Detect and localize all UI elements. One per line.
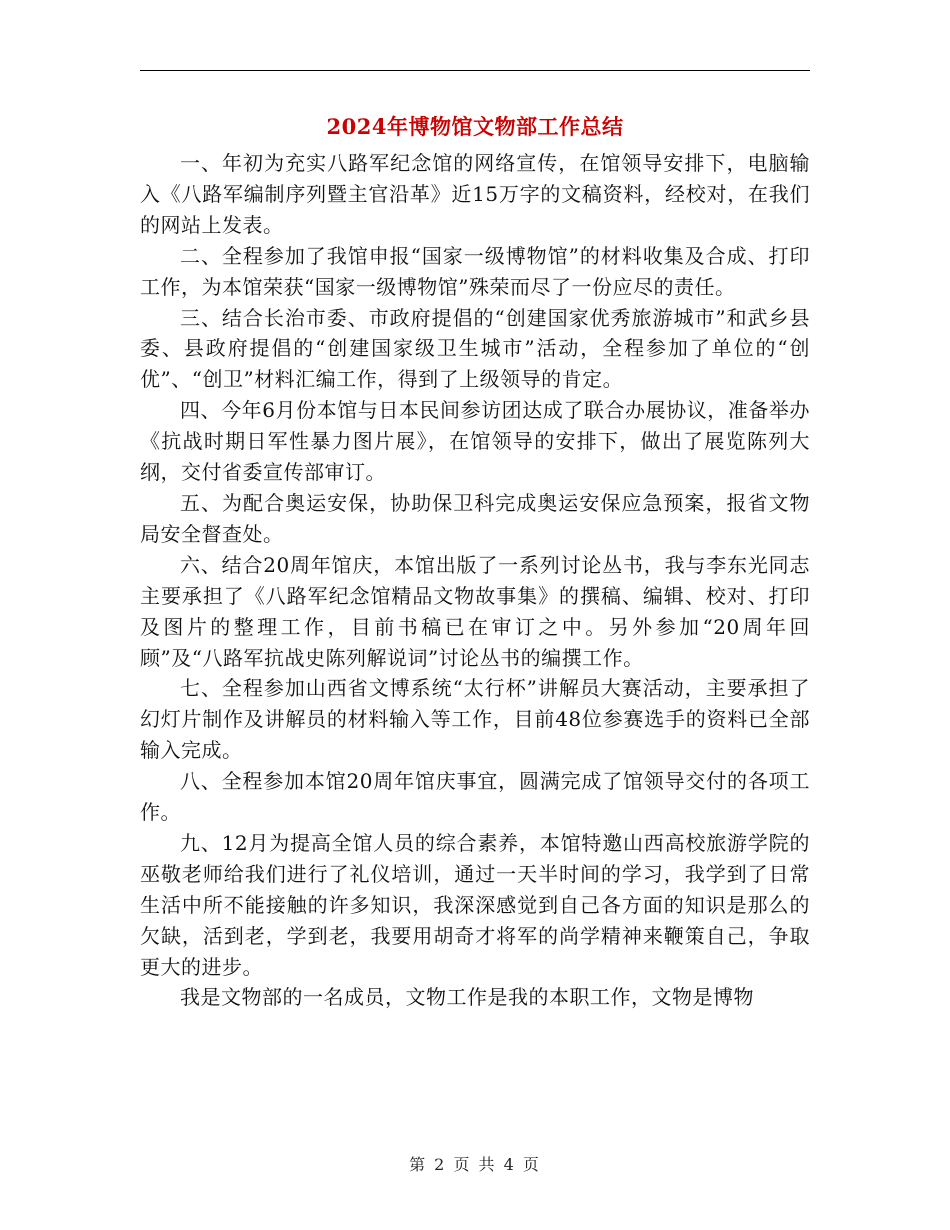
paragraph-9: 九、12月为提高全馆人员的综合素养，本馆特邀山西高校旅游学院的巫敬老师给我们进行了礼仪培训，通过一天半时间的学习，我学到了日常生活中所不能接触的许多知识，我深深感觉到自己各方面的知识是那么的欠缺，活到老，学到老，我要用胡奇才将军的尚学精神来鞭策自己，争取更大的进步。 — [140, 830, 810, 979]
paragraph-4: 四、今年6月份本馆与日本民间参访团达成了联合办展协议，准备举办《抗战时期日军性暴力图片展》，在馆领导的安排下，做出了展览陈列大纲，交付省委宣传部审订。 — [140, 398, 810, 485]
document-body — [140, 148, 810, 1013]
header-rule — [140, 70, 810, 71]
paragraph-7: 七、全程参加山西省文博系统“太行杯”讲解员大赛活动，主要承担了幻灯片制作及讲解员的材料输入等工作，目前48位参赛选手的资料已全部输入完成。 — [140, 676, 810, 763]
paragraph-2: 二、全程参加了我馆申报“国家一级博物馆”的材料收集及合成、打印工作，为本馆荣获“国家一级博物馆”殊荣而尽了一份应尽的责任。 — [140, 243, 810, 299]
document-title: 2024年博物馆文物部工作总结 — [326, 114, 624, 139]
paragraph-1: 一、年初为充实八路军纪念馆的网络宣传，在馆领导安排下，电脑输入《八路军编制序列暨主官沿革》近15万字的文稿资料，经校对，在我们的网站上发表。 — [140, 151, 810, 237]
paragraph-10: 我是文物部的一名成员，文物工作是我的本职工作，文物是博物 — [180, 985, 754, 1010]
paragraph-3: 三、结合长治市委、市政府提倡的“创建国家优秀旅游城市”和武乡县委、县政府提倡的“创建国家级卫生城市”活动，全程参加了单位的“创优”、“创卫”材料汇编工作，得到了上级领导的肯定。 — [140, 305, 810, 392]
paragraph-6: 六、结合20周年馆庆，本馆出版了一系列讨论丛书，我与李东光同志主要承担了《八路军纪念馆精品文物故事集》的撰稿、编辑、校对、打印及图片的整理工作，目前书稿已在审订之中。另外参加“20周年回顾”及“八路军抗战史陈列解说词”讨论丛书的编撰工作。 — [140, 552, 810, 670]
paragraph-5: 五、为配合奥运安保，协助保卫科完成奥运安保应急预案，报省文物局安全督查处。 — [140, 490, 810, 546]
page-number-footer: 第 2 页 共 4 页 — [409, 1155, 541, 1174]
paragraph-8: 八、全程参加本馆20周年馆庆事宜，圆满完成了馆领导交付的各项工作。 — [140, 769, 810, 825]
